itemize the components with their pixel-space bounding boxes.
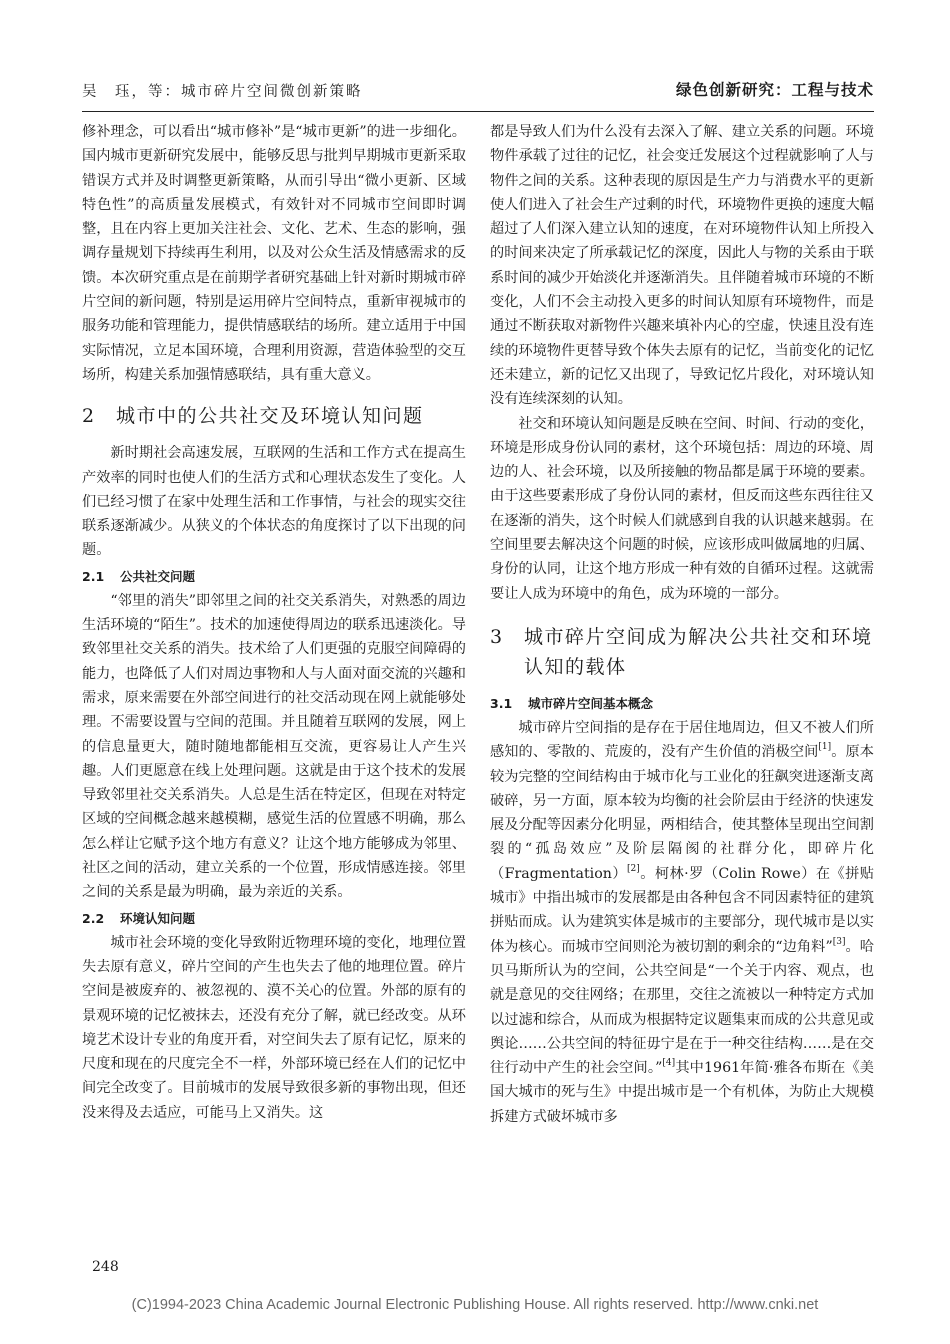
section-3-1-text-part-4: 。哈贝马斯所认为的空间，公共空间是“一个关于内容、观点，也就是意见的交往网络；在那里，交往之流被以一种特定方式加以过滤和综合，从而成为根据特定议题集束而成的公共意见或舆论……公共空间的特征毋宁是在于一种交往结构……是在交往行动中产生的社会空间。” xyxy=(490,938,874,1077)
section-2-1-number: 2.1 xyxy=(82,568,105,584)
section-2-title: 城市中的公共社交及环境认知问题 xyxy=(116,405,424,428)
section-2-1-heading xyxy=(82,565,466,589)
intro-paragraph: 修补理念，可以看出“城市修补”是“城市更新”的进一步细化。国内城市更新研究发展中，能够反思与批判早期城市更新采取错误方式并及时调整更新策略，从而引导出“微小更新、区域特色性”的高质量发展模式，有效针对不同城市空间即时调整，且在内容上更加关注社会、文化、艺术、生态的影响，强调存量规划下持续再生利用，以及对公众生活及情感需求的反馈。本次研究重点是在前期学者研究基础上针对新时期城市碎片空间的新问题，特别是运用碎片空间特点，重新审视城市的服务功能和管理能力，提供情感联结的场所。建立适用于中国实际情况，立足本国环境，合理利用资源，营造体验型的交互场所，构建关系加强情感联结，具有重大意义。 xyxy=(82,124,466,383)
section-3-1-heading xyxy=(490,692,874,716)
continued-paragraph: 都是导致人们为什么没有去深入了解、建立关系的问题。环境物件承载了过往的记忆，社会变迁发展这个过程就影响了人与物件之间的关系。这种表现的原因是生产力与消费水平的更新使人们进入了社会生产过剩的时代，环境物件更换的速度大幅超过了人们深入建立认知的速度，在对环境物件认知上所投入的时间来决定了所承载记忆的深度，因此人与物的关系由于联系时间的减少开始淡化并逐渐消失。且伴随着城市环境的不断变化，人们不会主动投入更多的时间认知原有环境物件，而是通过不断获取对新物件兴趣来填补内心的空虚，快速且没有连续的环境物件更替导致个体失去原有的记忆，当前变化的记忆还未建立，新的记忆又出现了，导致记忆片段化，对环境认知没有连续深刻的认知。 xyxy=(490,124,874,408)
header-authors-title: 吴 珏，等：城市碎片空间微创新策略 xyxy=(82,84,363,100)
section-3-1-text-part-1: 城市碎片空间指的是存在于居住地周边，但又不被人们所感知的、零散的、荒废的，没有产生价值的消极空间 xyxy=(490,719,874,761)
section-3-heading xyxy=(490,622,874,682)
citation-3[interactable]: [3] xyxy=(832,936,846,947)
running-header xyxy=(82,80,874,108)
citation-4[interactable]: [4] xyxy=(662,1058,676,1069)
section-3-1-number: 3.1 xyxy=(490,695,513,711)
section-3-title: 城市碎片空间成为解决公共社交和环境认知的载体 xyxy=(524,625,873,678)
section-3-1-text-part-3: 。柯林·罗（Colin Rowe）在《拼贴城市》中指出城市的发展都是由各种包含不同因素特征的建筑拼贴而成。认为建筑实体是城市的主要部分，现代城市是以实体为核心。而城市空间则沦为被切割的剩余的“边角料” xyxy=(490,865,874,955)
section-2-2-number: 2.2 xyxy=(82,910,105,926)
section-3-1-text-part-5: 其中1961年简·雅各布斯在《美国大城市的死与生》中提出城市是一个有机体，为防止大规模拆建方式破坏城市多 xyxy=(490,1060,874,1125)
section-2-2-paragraph: 城市社会环境的变化导致附近物理环境的变化，地理位置失去原有意义，碎片空间的产生也失去了他的地理位置。碎片空间是被废弃的、被忽视的、漠不关心的位置。外部的原有的景观环境的记忆被抹去，还没有充分了解，就已经改变。从环境艺术设计专业的角度开看，对空间失去了原有记忆，原来的尺度和现在的尺度完全不一样，外部环境已经在人们的记忆中间完全改变了。目前城市的发展导致很多新的事物出现，但还没来得及去适应，可能马上又消失。这 xyxy=(82,934,466,1121)
section-3-1-text-part-2: 。原本较为完整的空间结构由于城市化与工业化的狂飙突进逐渐支离破碎，另一方面，原本较为均衡的社会阶层由于经济的快速发展及分配等因素分化明显，两相结合，使其整体呈现出空间割裂的“孤岛效应”及阶层隔阂的社群分化，即碎片化（Fragmentation） xyxy=(490,744,874,882)
header-journal-name: 绿色创新研究：工程与技术 xyxy=(675,81,874,99)
section-2-1-paragraph: “邻里的消失”即邻里之间的社交关系消失，对熟悉的周边生活环境的“陌生”。技术的加速使得周边的联系迅速淡化。导致邻里社交关系的消失。技术给了人们更强的克服空间障碍的能力，也降低了人们对周边事物和人与人面对面交流的兴趣和需求，原来需要在外部空间进行的社交活动现在网上就能够处理。不需要设置与空间的范围。并且随着互联网的发展，网上的信息量更大，随时随地都能相互交流，更容易让人产生兴趣。人们更愿意在线上处理问题。这就是由于这个技术的发展导致邻里社交关系消失。人总是生活在特定区，但现在对特定区域的空间概念越来越模糊，感觉生活的位置感不明确，那么怎么样让它赋予这个地方有意义？让这个地方能够成为邻里、社区之间的活动，建立关系的一个位置，形成情感连接。邻里之间的关系是最为明确，最为亲近的关系。 xyxy=(82,592,466,901)
copyright-footer: (C)1994-2023 China Academic Journal Electronic Publishing House. All rights reserved. http://www.cnki.net xyxy=(131,1297,819,1313)
right-column xyxy=(490,120,874,1129)
left-column xyxy=(82,120,466,1125)
section-2-number: 2 xyxy=(82,405,95,428)
environment-cognition-paragraph: 社交和环境认知问题是反映在空间、时间、行动的变化，环境是形成身份认同的素材，这个环境包括：周边的环境、周边的人、社会环境，以及所接触的物品都是属于环境的要素。由于这些要素形成了身份认同的素材，但反而这些东西往往又在逐渐的消失，这个时候人们就感到自我的认识越来越弱。在空间里要去解决这个问题的时候，应该形成叫做属地的归属、身份的认同，让这个地方形成一种有效的自循环过程。这就需要让人成为环境中的角色，成为环境的一部分。 xyxy=(490,415,874,602)
section-2-paragraph: 新时期社会高速发展，互联网的生活和工作方式在提高生产效率的同时也使人们的生活方式和心理状态发生了变化。人们已经习惯了在家中处理生活和工作事情，与社会的现实交往联系逐渐减少。从狭义的个体状态的角度探讨了以下出现的问题。 xyxy=(82,445,466,559)
citation-1[interactable]: [1] xyxy=(818,742,832,753)
section-2-heading xyxy=(82,401,466,431)
page-number: 248 xyxy=(92,1259,119,1275)
section-3-1-paragraph xyxy=(490,716,874,1129)
section-3-1-title: 城市碎片空间基本概念 xyxy=(528,695,654,711)
header-rule xyxy=(82,111,874,112)
citation-2[interactable]: [2] xyxy=(627,863,640,874)
section-2-2-heading xyxy=(82,907,466,931)
section-2-2-title: 环境认知问题 xyxy=(120,910,196,926)
section-3-number: 3 xyxy=(490,625,503,648)
section-2-1-title: 公共社交问题 xyxy=(120,568,196,584)
